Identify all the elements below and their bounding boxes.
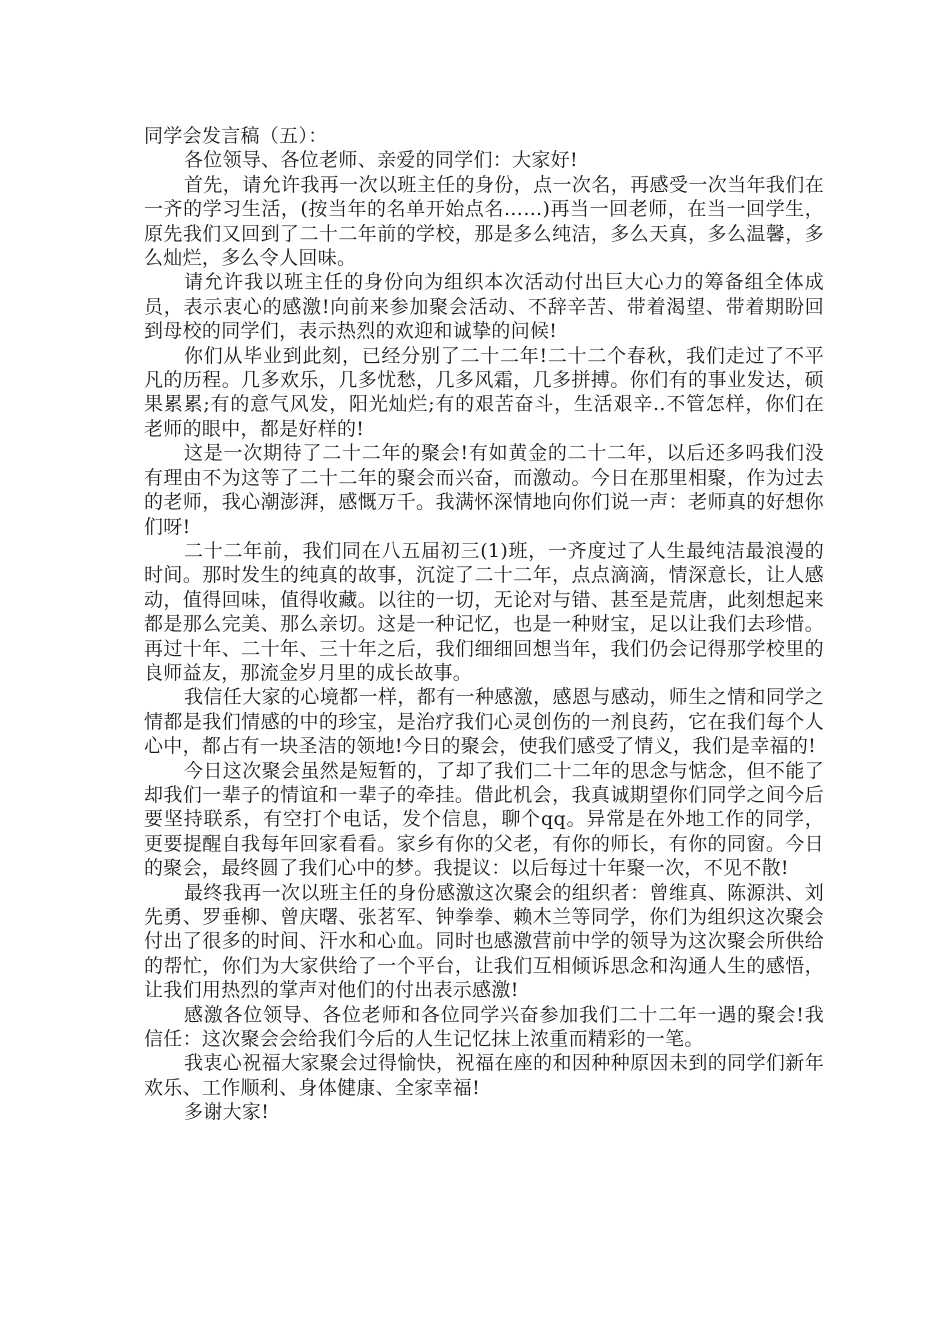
- paragraph: 这是一次期待了二十二年的聚会!有如黄金的二十二年，以后还多吗我们没有理由不为这等了二十二年的聚会而兴奋，而激动。今日在那里相聚，作为过去的老师，我心潮澎湃，感慨万千。我满怀深情地向你们说一声：老师真的好想你们呀!: [144, 442, 824, 538]
- document-heading: 同学会发言稿（五）：: [144, 125, 328, 147]
- paragraph: 你们从毕业到此刻，已经分别了二十二年!二十二个春秋，我们走过了不平凡的历程。几多欢乐，几多忧愁，几多风霜，几多拼搏。你们有的事业发达，硕果累累;有的意气风发，阳光灿烂;有的艰苦奋斗，生活艰辛..不管怎样，你们在老师的眼中，都是好样的!: [144, 344, 824, 440]
- paragraph: 今日这次聚会虽然是短暂的，了却了我们二十二年的思念与惦念，但不能了却我们一辈子的情谊和一辈子的牵挂。借此机会，我真诚期望你们同学之间今后要坚持联系，有空打个电话，发个信息，聊个qq。异常是在外地工作的同学，更要提醒自我每年回家看看。家乡有你的父老，有你的师长，有你的同窗。今日的聚会，最终圆了我们心中的梦。我提议：以后每过十年聚一次，不见不散!: [144, 759, 824, 880]
- paragraph: 感激各位领导、各位老师和各位同学兴奋参加我们二十二年一遇的聚会!我信任：这次聚会会给我们今后的人生记忆抹上浓重而精彩的一笔。: [144, 1003, 824, 1051]
- paragraph: 最终我再一次以班主任的身份感激这次聚会的组织者：曾维真、陈源洪、刘先勇、罗垂柳、曾庆曙、张茗军、钟拳拳、赖木兰等同学，你们为组织这次聚会付出了很多的时间、汗水和心血。同时也感激营前中学的领导为这次聚会所供给的帮忙，你们为大家供给了一个平台，让我们互相倾诉思念和沟通人生的感悟，让我们用热烈的掌声对他们的付出表示感激!: [144, 881, 824, 1002]
- paragraph: 二十二年前，我们同在八五届初三(1)班，一齐度过了人生最纯洁最浪漫的时间。那时发生的纯真的故事，沉淀了二十二年，点点滴滴，情深意长，让人感动，值得回味，值得收藏。以往的一切，无论对与错、甚至是荒唐，此刻想起来都是那么完美、那么亲切。这是一种记忆，也是一种财宝，足以让我们去珍惜。再过十年、二十年、三十年之后，我们细细回想当年，我们仍会记得那学校里的良师益友，那流金岁月里的成长故事。: [144, 539, 824, 684]
- paragraph-greeting: 各位领导、各位老师、亲爱的同学们：大家好!: [184, 149, 578, 172]
- paragraph: 请允许我以班主任的身份向为组织本次活动付出巨大心力的筹备组全体成员，表示衷心的感激!向前来参加聚会活动、不辞辛苦、带着渴望、带着期盼回到母校的同学们，表示热烈的欢迎和诚挚的问候!: [144, 271, 824, 343]
- paragraph: 首先，请允许我再一次以班主任的身份，点一次名，再感受一次当年我们在一齐的学习生活，(按当年的名单开始点名……)再当一回老师，在当一回学生，原先我们又回到了二十二年前的学校，那是多么纯洁，多么天真，多么温馨，多么灿烂，多么令人回味。: [144, 173, 824, 270]
- document-body: [144, 124, 824, 1125]
- paragraph-closing: 多谢大家!: [184, 1101, 270, 1124]
- paragraph: 我衷心祝福大家聚会过得愉快，祝福在座的和因种种原因未到的同学们新年欢乐、工作顺利、身体健康、全家幸福!: [144, 1052, 824, 1099]
- paragraph: 我信任大家的心境都一样，都有一种感激，感恩与感动，师生之情和同学之情都是我们情感的中的珍宝，是治疗我们心灵创伤的一剂良药，它在我们每个人心中，都占有一块圣洁的领地!今日的聚会，使我们感受了情义，我们是幸福的!: [144, 686, 824, 758]
